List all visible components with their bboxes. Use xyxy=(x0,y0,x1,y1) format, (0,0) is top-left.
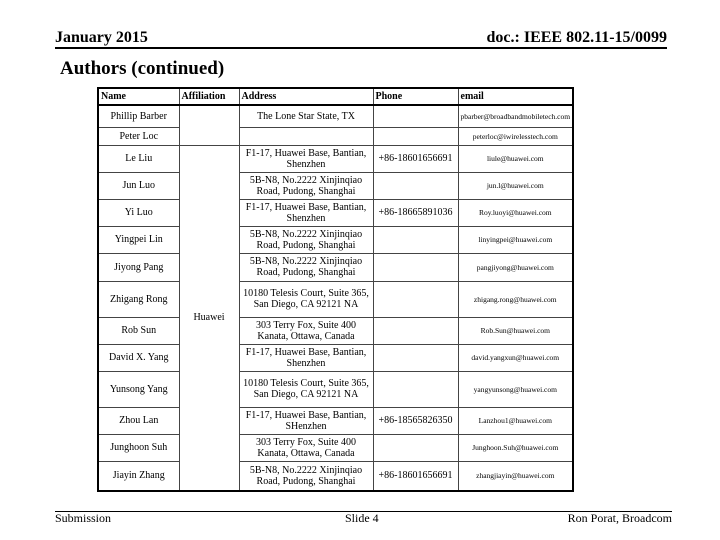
table-row xyxy=(98,434,573,461)
table-row xyxy=(98,145,573,172)
cell-name: Junghoon Suh xyxy=(98,434,179,461)
footer-author: Ron Porat, Broadcom xyxy=(567,511,672,525)
cell-phone xyxy=(373,253,458,281)
slide-title: Authors (continued) xyxy=(60,58,225,79)
cell-address: F1-17, Huawei Base, Bantian, Shenzhen xyxy=(239,199,373,226)
cell-name: Zhigang Rong xyxy=(98,281,179,317)
table-row xyxy=(98,172,573,199)
cell-name: Phillip Barber xyxy=(98,105,179,127)
cell-address: 5B-N8, No.2222 Xinjinqiao Road, Pudong, Shanghai xyxy=(239,226,373,253)
cell-address: 5B-N8, No.2222 Xinjinqiao Road, Pudong, Shanghai xyxy=(239,253,373,281)
cell-address xyxy=(239,127,373,145)
cell-email: jun.l@huawei.com xyxy=(458,172,573,199)
column-header-phone: Phone xyxy=(373,88,458,105)
header-doc-id: doc.: IEEE 802.11-15/0099 xyxy=(486,29,667,46)
table-row xyxy=(98,253,573,281)
header-divider xyxy=(55,47,667,49)
cell-name: Jun Luo xyxy=(98,172,179,199)
cell-name: Yunsong Yang xyxy=(98,371,179,407)
cell-affiliation xyxy=(179,105,239,145)
cell-phone xyxy=(373,172,458,199)
cell-email: Junghoon.Suh@huawei.com xyxy=(458,434,573,461)
cell-email: david.yangxun@huawei.com xyxy=(458,344,573,371)
column-header-email: email xyxy=(458,88,573,105)
cell-address: 303 Terry Fox, Suite 400 Kanata, Ottawa, Canada xyxy=(239,317,373,344)
cell-email: zhangjiayin@huawei.com xyxy=(458,461,573,491)
cell-email: Roy.luoyi@huawei.com xyxy=(458,199,573,226)
cell-phone xyxy=(373,127,458,145)
cell-phone: +86-18565826350 xyxy=(373,407,458,434)
cell-email: zhigang.rong@huawei.com xyxy=(458,281,573,317)
table-row xyxy=(98,344,573,371)
table-row xyxy=(98,105,573,127)
table-row xyxy=(98,407,573,434)
table-header-row xyxy=(98,88,573,105)
table-row xyxy=(98,199,573,226)
cell-phone: +86-18601656691 xyxy=(373,461,458,491)
column-header-name: Name xyxy=(98,88,179,105)
cell-address: F1-17, Huawei Base, Bantian, SHenzhen xyxy=(239,407,373,434)
cell-email: Lanzhou1@huawei.com xyxy=(458,407,573,434)
cell-email: peterloc@iwirelesstech.com xyxy=(458,127,573,145)
cell-address: 10180 Telesis Court, Suite 365, San Diego, CA 92121 NA xyxy=(239,371,373,407)
cell-name: Le Liu xyxy=(98,145,179,172)
cell-name: Jiayin Zhang xyxy=(98,461,179,491)
table-row xyxy=(98,461,573,491)
table-row xyxy=(98,371,573,407)
cell-address: 5B-N8, No.2222 Xinjinqiao Road, Pudong, Shanghai xyxy=(239,461,373,491)
cell-address: 5B-N8, No.2222 Xinjinqiao Road, Pudong, Shanghai xyxy=(239,172,373,199)
cell-phone xyxy=(373,344,458,371)
column-header-affiliation: Affiliation xyxy=(179,88,239,105)
table-row xyxy=(98,226,573,253)
cell-phone xyxy=(373,371,458,407)
cell-email: yangyunsong@huawei.com xyxy=(458,371,573,407)
header-date: January 2015 xyxy=(55,29,148,46)
table-row xyxy=(98,317,573,344)
table-row xyxy=(98,281,573,317)
table-row xyxy=(98,127,573,145)
cell-name: David X. Yang xyxy=(98,344,179,371)
cell-email: linyingpei@huawei.com xyxy=(458,226,573,253)
cell-phone xyxy=(373,105,458,127)
cell-phone xyxy=(373,226,458,253)
cell-name: Yingpei Lin xyxy=(98,226,179,253)
cell-address: 10180 Telesis Court, Suite 365, San Diego, CA 92121 NA xyxy=(239,281,373,317)
cell-phone xyxy=(373,434,458,461)
cell-phone xyxy=(373,281,458,317)
cell-name: Peter Loc xyxy=(98,127,179,145)
cell-phone: +86-18601656691 xyxy=(373,145,458,172)
column-header-address: Address xyxy=(239,88,373,105)
cell-phone xyxy=(373,317,458,344)
cell-address: The Lone Star State, TX xyxy=(239,105,373,127)
cell-name: Rob Sun xyxy=(98,317,179,344)
cell-address: F1-17, Huawei Base, Bantian, Shenzhen xyxy=(239,344,373,371)
cell-email: Rob.Sun@huawei.com xyxy=(458,317,573,344)
cell-name: Jiyong Pang xyxy=(98,253,179,281)
cell-email: pbarber@broadbandmobiletech.com xyxy=(458,105,573,127)
cell-name: Yi Luo xyxy=(98,199,179,226)
cell-address: F1-17, Huawei Base, Bantian, Shenzhen xyxy=(239,145,373,172)
cell-email: liule@huawei.com xyxy=(458,145,573,172)
cell-address: 303 Terry Fox, Suite 400 Kanata, Ottawa, Canada xyxy=(239,434,373,461)
footer-submission: Submission xyxy=(55,511,112,525)
cell-email: pangjiyong@huawei.com xyxy=(458,253,573,281)
authors-table xyxy=(97,87,574,492)
cell-name: Zhou Lan xyxy=(98,407,179,434)
footer-slide-number: Slide 4 xyxy=(345,511,379,525)
cell-phone: +86-18665891036 xyxy=(373,199,458,226)
cell-affiliation-huawei: Huawei xyxy=(179,145,239,491)
